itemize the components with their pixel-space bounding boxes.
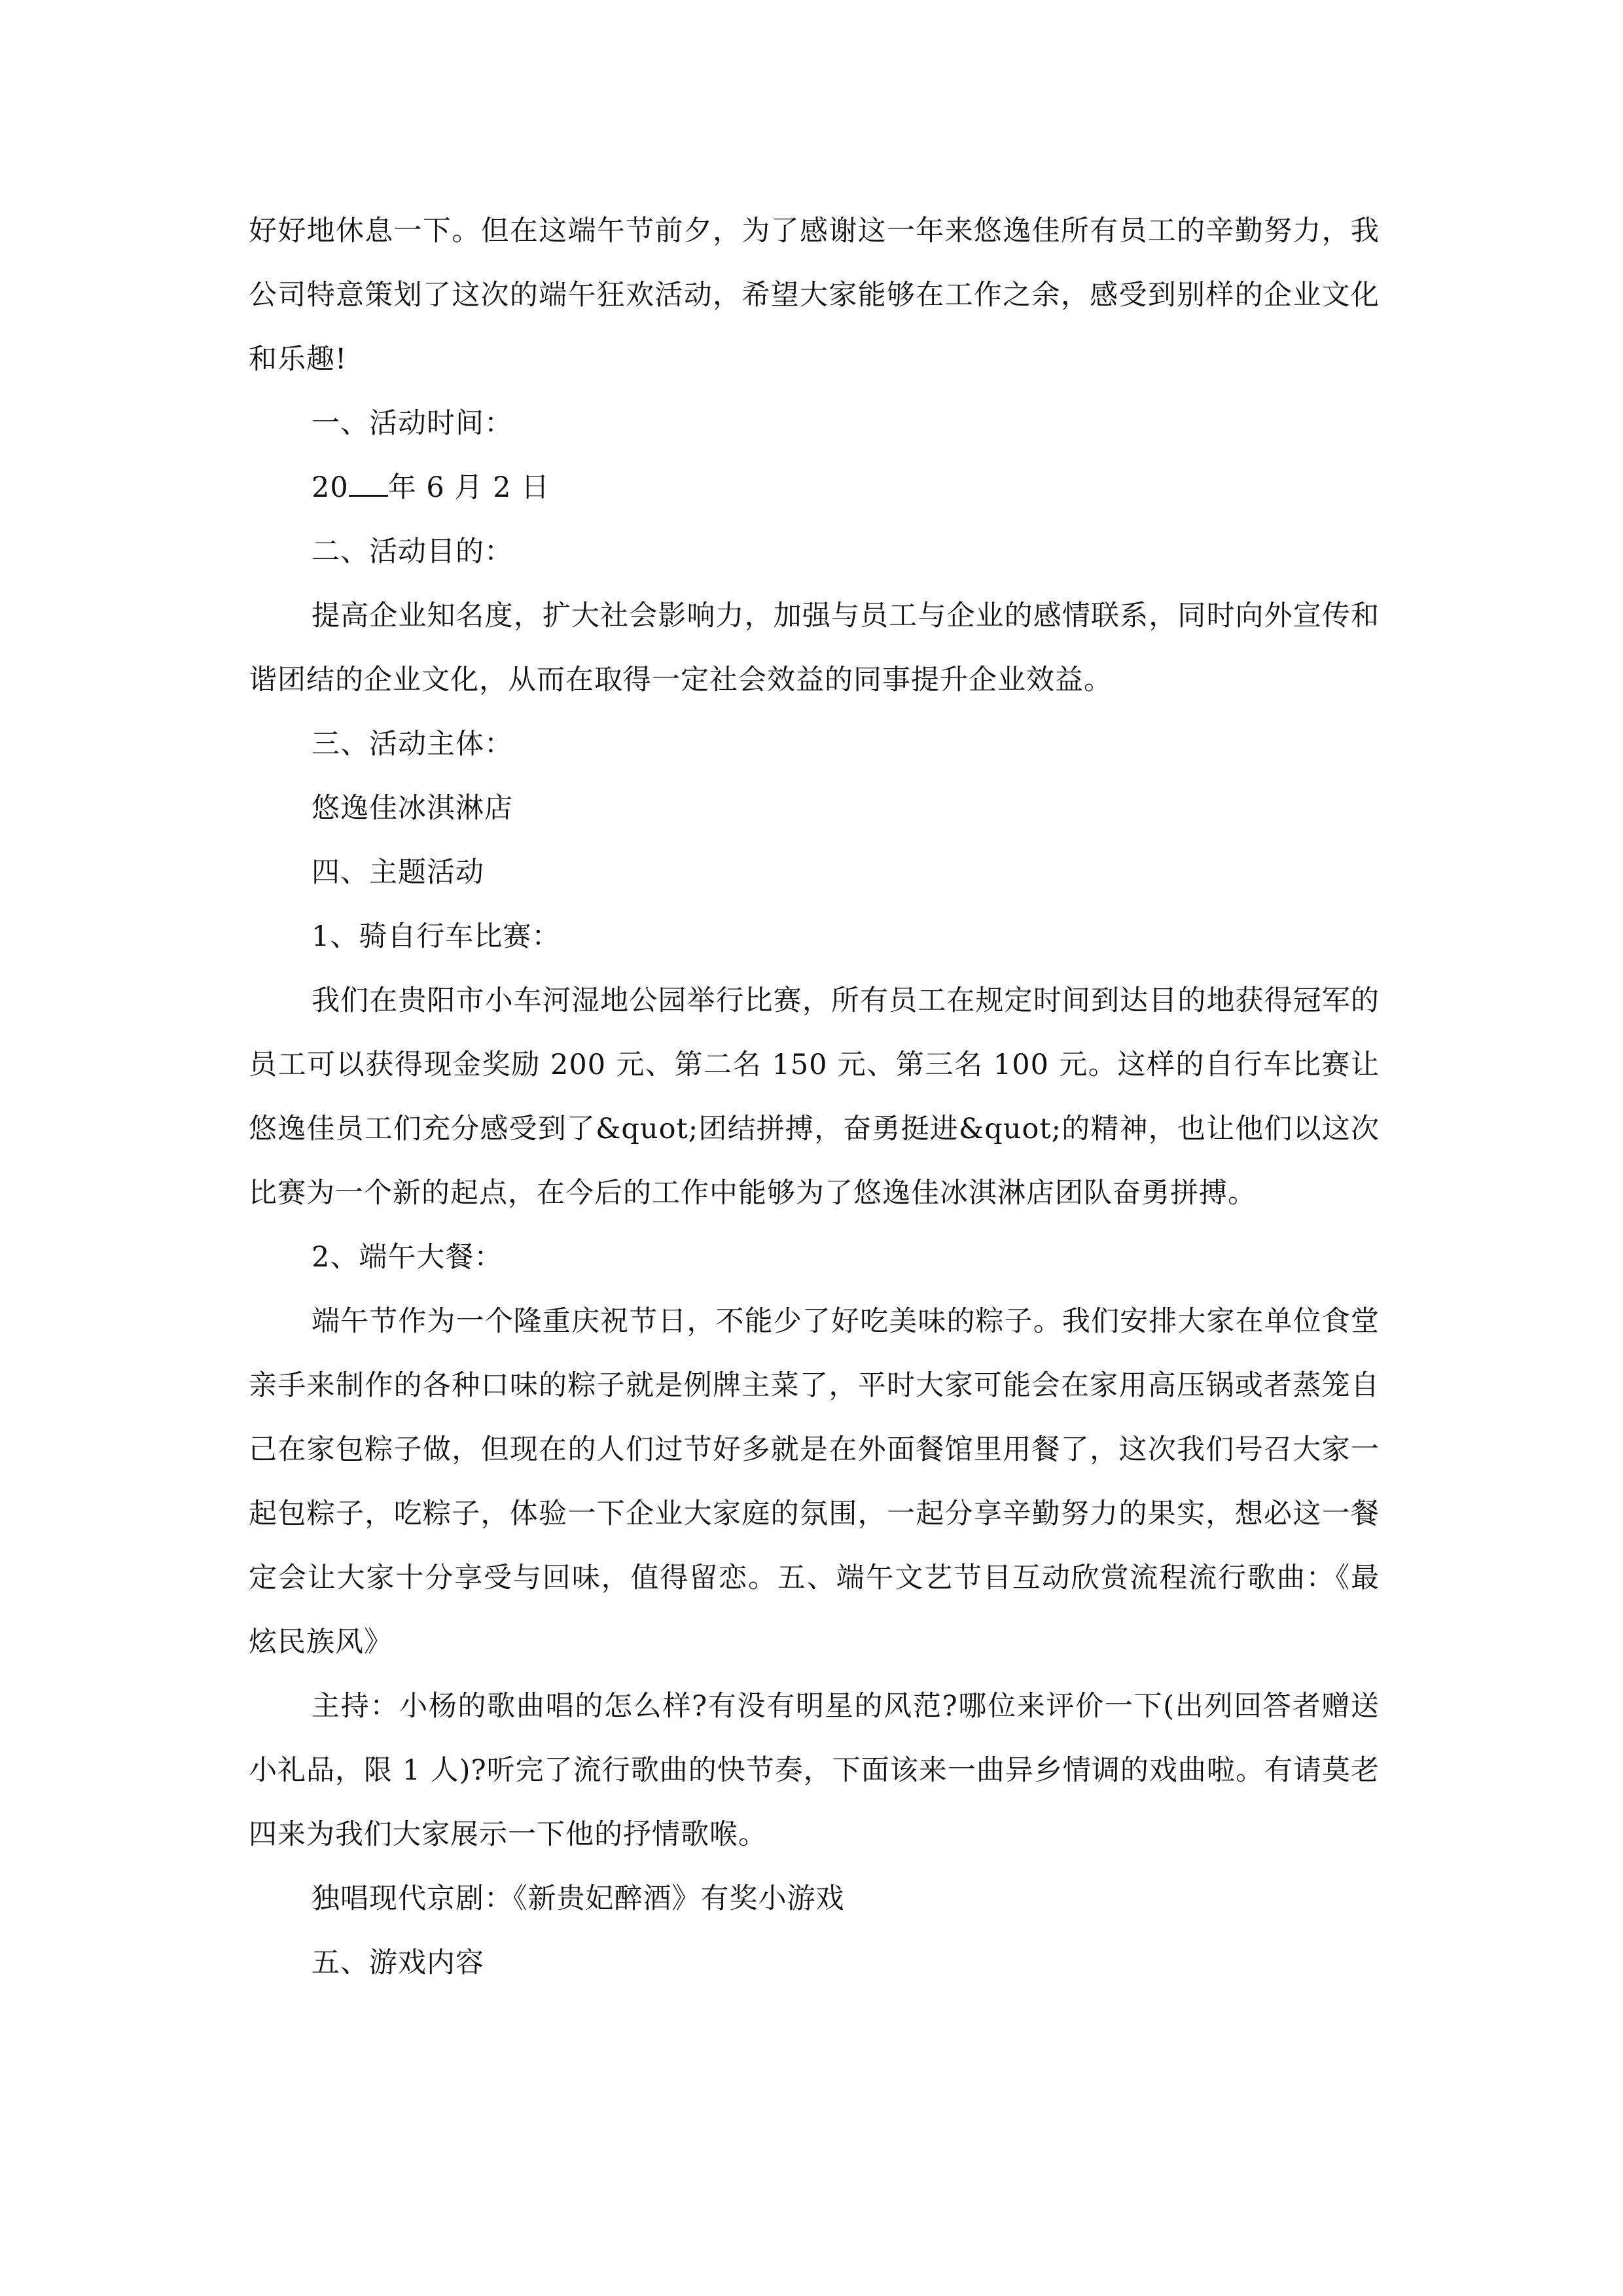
bike-race-paragraph: 我们在贵阳市小车河湿地公园举行比赛，所有员工在规定时间到达目的地获得冠军的员工可以获得现金奖励 200 元、第二名 150 元、第三名 100 元。这样的自行车比赛让悠逸佳员工们充分感受到了&quot;团结拼搏，奋勇挺进&quot;的精神，也让他们以这次比赛为一个新的起点，在今后的工作中能够为了悠逸佳冰淇淋店团队奋勇拼搏。: [249, 984, 1380, 1210]
document-body: [249, 199, 1380, 1995]
event-date-year-prefix: 20: [312, 471, 349, 504]
year-blank-underline: [349, 494, 388, 497]
section-heading-time: 一、活动时间：: [312, 407, 513, 440]
event-date-rest: 年 6 月 2 日: [387, 471, 550, 504]
purpose-paragraph: 提高企业知名度，扩大社会影响力，加强与员工与企业的感情联系，同时向外宣传和谐团结的企业文化，从而在取得一定社会效益的同事提升企业效益。: [249, 600, 1380, 696]
subheading-dinner: 2、端午大餐：: [312, 1241, 503, 1274]
intro-paragraph: 好好地休息一下。但在这端午节前夕，为了感谢这一年来悠逸佳所有员工的辛勤努力，我公司特意策划了这次的端午狂欢活动，希望大家能够在工作之余，感受到别样的企业文化和乐趣!: [249, 215, 1380, 376]
section-heading-games: 五、游戏内容: [312, 1946, 484, 1979]
section-heading-theme: 四、主题活动: [312, 856, 484, 889]
event-date: [249, 456, 1380, 520]
subject-paragraph: 悠逸佳冰淇淋店: [312, 792, 513, 825]
opera-paragraph: 独唱现代京剧：《新贵妃醉酒》有奖小游戏: [312, 1882, 845, 1915]
host-paragraph: 主持：小杨的歌曲唱的怎么样?有没有明星的风范?哪位来评价一下(出列回答者赠送小礼品，限 1 人)?听完了流行歌曲的快节奏，下面该来一曲异乡情调的戏曲啦。有请莫老四来为我们大家展示一下他的抒情歌喉。: [249, 1690, 1380, 1851]
section-heading-purpose: 二、活动目的：: [312, 535, 513, 568]
subheading-bike-race: 1、骑自行车比赛：: [312, 920, 561, 953]
dinner-paragraph: 端午节作为一个隆重庆祝节日，不能少了好吃美味的粽子。我们安排大家在单位食堂亲手来制作的各种口味的粽子就是例牌主菜了，平时大家可能会在家用高压锅或者蒸笼自己在家包粽子做，但现在的人们过节好多就是在外面餐馆里用餐了，这次我们号召大家一起包粽子，吃粽子，体验一下企业大家庭的氛围，一起分享辛勤努力的果实，想必这一餐定会让大家十分享受与回味，值得留恋。五、端午文艺节目互动欣赏流程流行歌曲：《最炫民族风》: [249, 1305, 1380, 1659]
section-heading-subject: 三、活动主体：: [312, 728, 513, 761]
